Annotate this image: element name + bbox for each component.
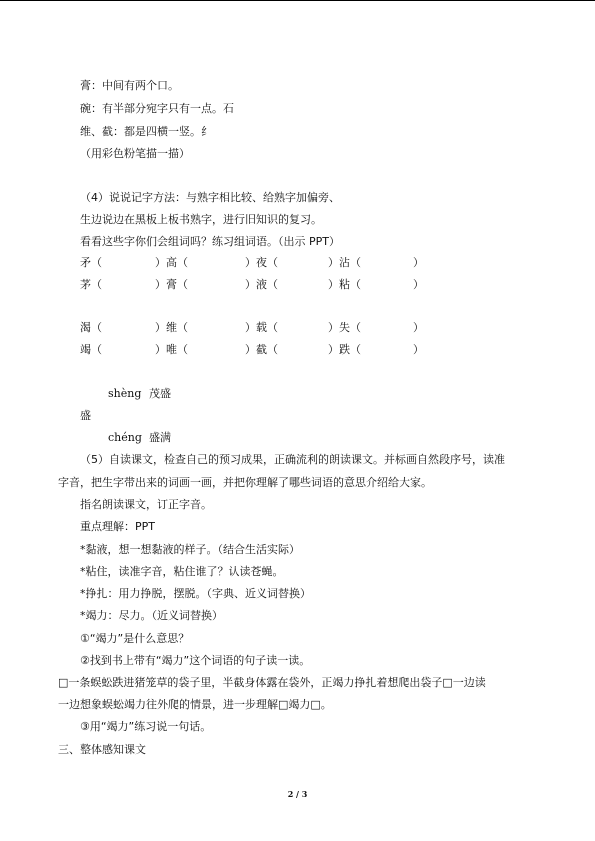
grid-cell: ）膏（ — [155, 278, 188, 291]
word-grid-row — [0, 256, 595, 270]
grid-cell: ）高（ — [155, 256, 188, 269]
text-line: ②找到书上带有“竭力”这个词语的句子读一读。 — [80, 654, 311, 667]
text-line: 指名朗读课文，订正字音。 — [80, 498, 212, 511]
text-line: 字音，把生字带出来的词画一画，并把你理解了哪些词语的意思介绍给大家。 — [58, 476, 432, 489]
text-line: □一条蜈蚣跌进猪笼草的袋子里，半截身体露在袋外，正竭力挣扎着想爬出袋子□一边读 — [58, 676, 486, 689]
pinyin-sheng: shèng — [108, 387, 142, 400]
text-line: 膏：中间有两个口。 — [80, 79, 179, 92]
word-maosheng: 茂盛 — [149, 387, 171, 400]
grid-cell: ）截（ — [245, 343, 278, 356]
grid-cell: ）失（ — [328, 321, 361, 334]
grid-cell: 竭（ — [80, 343, 102, 356]
grid-cell: ）唯（ — [155, 343, 188, 356]
text-line: 维、截：都是四横一竖。纟 — [80, 125, 212, 138]
text-line: 一边想象蜈蚣竭力往外爬的情景，进一步理解□竭力□。 — [58, 698, 332, 711]
polyphone-char: 盛 — [80, 409, 91, 422]
grid-cell: ）载（ — [245, 321, 278, 334]
text-line: （用彩色粉笔描一描） — [80, 147, 190, 160]
text-line: ①“竭力”是什么意思？ — [80, 632, 190, 645]
section-heading: 三、整体感知课文 — [58, 743, 146, 756]
word-grid-row — [0, 278, 595, 292]
word-chengman: 盛满 — [149, 431, 171, 444]
grid-cell: ） — [413, 321, 424, 334]
grid-cell: 茅（ — [80, 278, 102, 291]
grid-cell: ） — [413, 256, 424, 269]
grid-cell: ）液（ — [245, 278, 278, 291]
grid-cell: ）夜（ — [245, 256, 278, 269]
word-grid-row — [0, 343, 595, 357]
grid-cell: 矛（ — [80, 256, 102, 269]
text-line: ③用“竭力”练习说一句话。 — [80, 720, 212, 733]
text-line: 看看这些字你们会组词吗？练习组词语。（出示 PPT） — [80, 235, 340, 248]
grid-cell: ） — [413, 343, 424, 356]
grid-cell: 渴（ — [80, 321, 102, 334]
text-line: *黏液，想一想黏液的样子。（结合生活实际） — [80, 543, 300, 556]
grid-cell: ）维（ — [155, 321, 188, 334]
text-line: *粘住，读准字音，粘住谁了？认读苍蝇。 — [80, 565, 284, 578]
text-line: 重点理解：PPT — [80, 520, 155, 533]
word-grid-row — [0, 321, 595, 335]
text-line: *挣扎：用力挣脱，摆脱。（字典、近义词替换） — [80, 587, 311, 600]
grid-cell: ）粘（ — [328, 278, 361, 291]
grid-cell: ）沾（ — [328, 256, 361, 269]
pinyin-cheng: chéng — [108, 431, 142, 444]
text-line: （4）说说记字方法：与熟字相比较、给熟字加偏旁、 — [80, 191, 340, 204]
text-line: （5）自读课文，检查自己的预习成果，正确流利的朗读课文。并标画自然段序号，读准 — [80, 453, 505, 466]
page-number: 2 / 3 — [287, 789, 308, 799]
grid-cell: ） — [413, 278, 424, 291]
grid-cell: ）跌（ — [328, 343, 361, 356]
text-line: 碗：有半部分宛字只有一点。石 — [80, 102, 234, 115]
text-line: *竭力：尽力。（近义词替换） — [80, 609, 223, 622]
text-line: 生边说边在黑板上板书熟字，进行旧知识的复习。 — [80, 213, 322, 226]
